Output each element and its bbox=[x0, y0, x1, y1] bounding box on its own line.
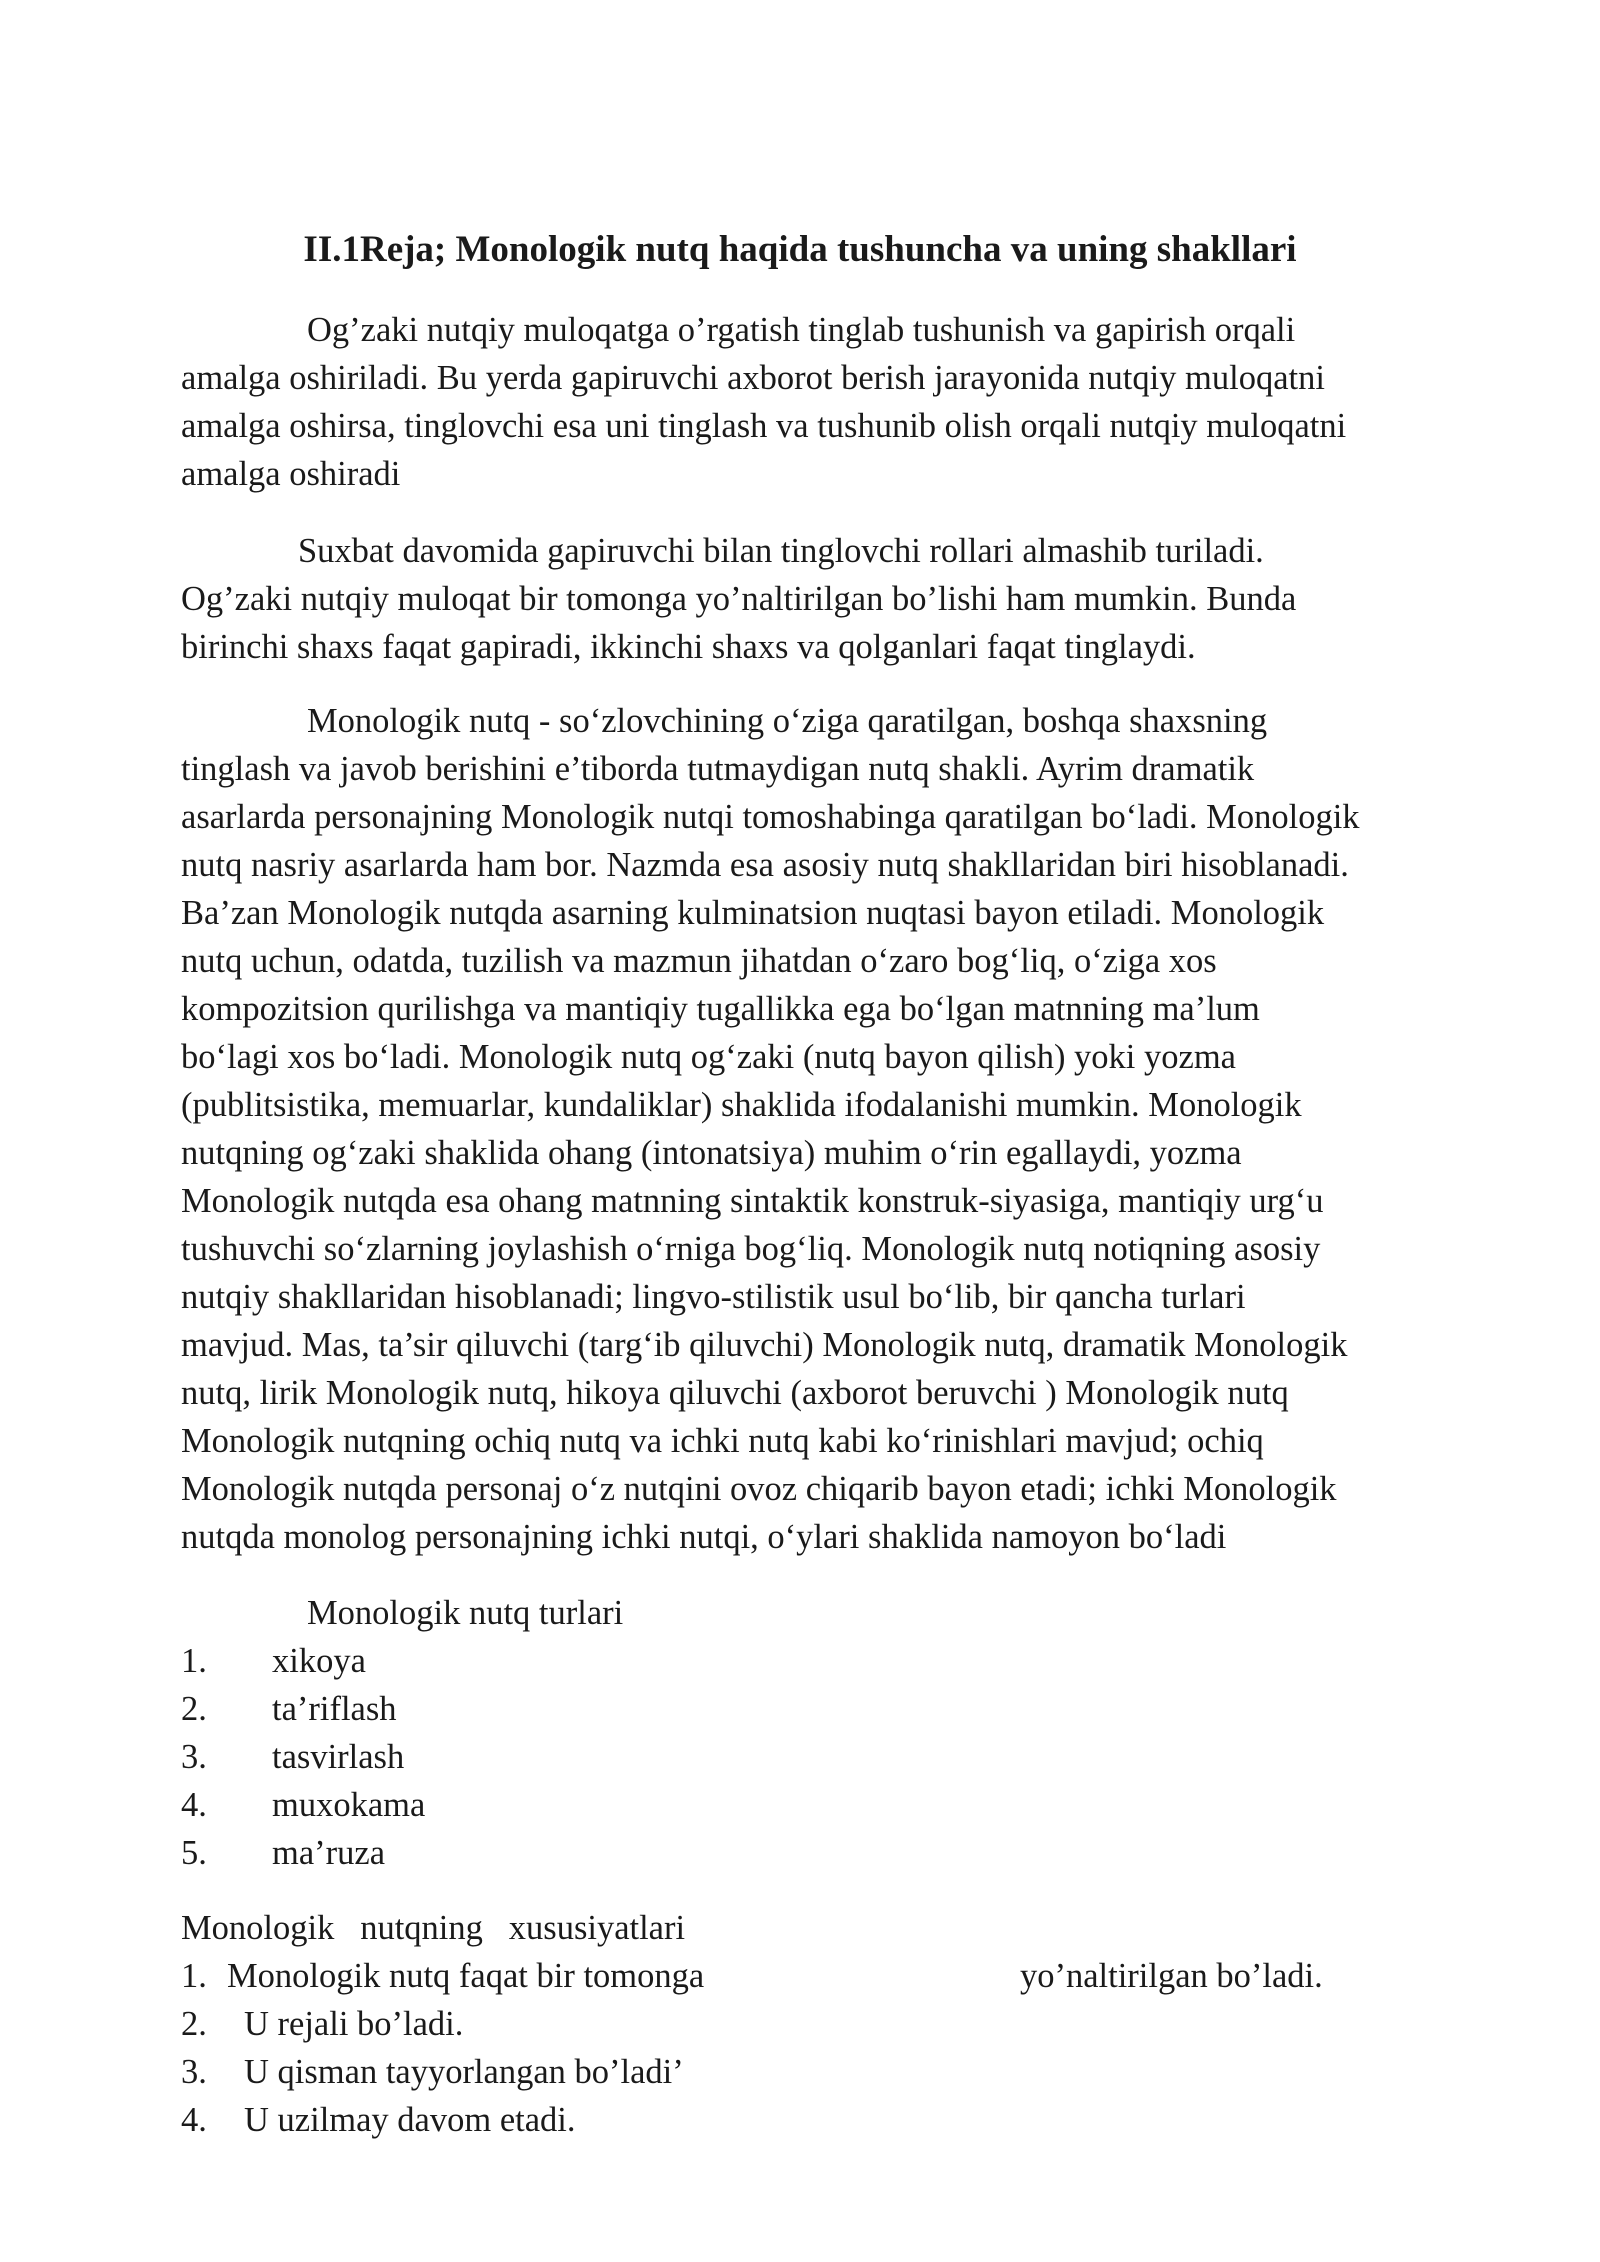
text-line: Suxbat davomida gapiruvchi bilan tinglovchi rollari almashib turiladi. bbox=[298, 532, 1264, 570]
text-line: nutqiy shakllaridan hisoblanadi; lingvo-stilistik usul bo‘lib, bir qancha turlari bbox=[181, 1278, 1246, 1316]
text-line: Og’zaki nutqiy muloqat bir tomonga yo’naltirilgan bo’lishi ham mumkin. Bunda bbox=[181, 580, 1297, 618]
list-number: 3. bbox=[181, 1738, 207, 1776]
text-line: nutq uchun, odatda, tuzilish va mazmun jihatdan o‘zaro bog‘liq, o‘ziga xos bbox=[181, 942, 1217, 980]
list-number: 4. bbox=[181, 1786, 207, 1824]
list-text: muxokama bbox=[272, 1786, 426, 1824]
text-line: tushuvchi so‘zlarning joylashish o‘rniga bog‘liq. Monologik nutq notiqning asosiy bbox=[181, 1230, 1321, 1268]
text-line: nutq nasriy asarlarda ham bor. Nazmda esa asosiy nutq shakllaridan biri hisoblanadi. bbox=[181, 846, 1349, 884]
list-number: 2. bbox=[181, 1690, 207, 1728]
list-number: 1. bbox=[181, 1642, 207, 1680]
features-heading: Monologik nutqning xususiyatlari bbox=[181, 1909, 686, 1947]
list-text: tasvirlash bbox=[272, 1738, 405, 1776]
text-line: amalga oshiradi bbox=[181, 455, 401, 493]
text-line: nutqda monolog personajning ichki nutqi, o‘ylari shaklida namoyon bo‘ladi bbox=[181, 1518, 1227, 1556]
list-text: U qisman tayyorlangan bo’ladi’ bbox=[244, 2053, 684, 2091]
text-line: Monologik nutqning ochiq nutq va ichki nutq kabi ko‘rinishlari mavjud; ochiq bbox=[181, 1422, 1264, 1460]
text-line: birinchi shaxs faqat gapiradi, ikkinchi shaxs va qolganlari faqat tinglaydi. bbox=[181, 628, 1196, 666]
list-number: 3. bbox=[181, 2053, 207, 2091]
text-line: bo‘lagi xos bo‘ladi. Monologik nutq og‘zaki (nutq bayon qilish) yoki yozma bbox=[181, 1038, 1236, 1076]
text-line: Monologik nutqda personaj o‘z nutqini ovoz chiqarib bayon etadi; ichki Monologik bbox=[181, 1470, 1337, 1508]
text-line: Og’zaki nutqiy muloqatga o’rgatish tinglab tushunish va gapirish orqali bbox=[307, 311, 1296, 349]
list-text: Monologik nutq faqat bir tomonga bbox=[227, 1957, 705, 1995]
list-text: xikoya bbox=[272, 1642, 366, 1680]
text-line: nutqning og‘zaki shaklida ohang (intonatsiya) muhim o‘rin egallaydi, yozma bbox=[181, 1134, 1242, 1172]
list-number: 5. bbox=[181, 1834, 207, 1872]
types-heading: Monologik nutq turlari bbox=[307, 1594, 624, 1632]
text-line: Monologik nutq - so‘zlovchining o‘ziga qaratilgan, boshqa shaxsning bbox=[307, 702, 1268, 740]
list-text: ma’ruza bbox=[272, 1834, 386, 1872]
text-line: kompozitsion qurilishga va mantiqiy tugallikka ega bo‘lgan matnning ma’lum bbox=[181, 990, 1260, 1028]
text-line: mavjud. Mas, ta’sir qiluvchi (targ‘ib qiluvchi) Monologik nutq, dramatik Monologik bbox=[181, 1326, 1348, 1364]
text-line: amalga oshiriladi. Bu yerda gapiruvchi axborot berish jarayonida nutqiy muloqatni bbox=[181, 359, 1325, 397]
text-line: amalga oshirsa, tinglovchi esa uni tinglash va tushunib olish orqali nutqiy muloqatni bbox=[181, 407, 1347, 445]
text-line: Monologik nutqda esa ohang matnning sintaktik konstruk-siyasiga, mantiqiy urg‘u bbox=[181, 1182, 1324, 1220]
text-line: asarlarda personajning Monologik nutqi tomoshabinga qaratilgan bo‘ladi. Monologik bbox=[181, 798, 1360, 836]
list-text: ta’riflash bbox=[272, 1690, 397, 1728]
list-number: 2. bbox=[181, 2005, 207, 2043]
text-line: tinglash va javob berishini e’tiborda tutmaydigan nutq shakli. Ayrim dramatik bbox=[181, 750, 1255, 788]
list-number: 4. bbox=[181, 2101, 207, 2139]
list-text: U uzilmay davom etadi. bbox=[244, 2101, 576, 2139]
text-line: (publitsistika, memuarlar, kundaliklar) shaklida ifodalanishi mumkin. Monologik bbox=[181, 1086, 1302, 1124]
text-line: nutq, lirik Monologik nutq, hikoya qiluvchi (axborot beruvchi ) Monologik nutq bbox=[181, 1374, 1289, 1412]
list-number: 1. bbox=[181, 1957, 207, 1995]
text-line: Ba’zan Monologik nutqda asarning kulminatsion nuqtasi bayon etiladi. Monologik bbox=[181, 894, 1325, 932]
list-text: U rejali bo’ladi. bbox=[244, 2005, 464, 2043]
document-title: II.1Reja; Monologik nutq haqida tushuncha va uning shakllari bbox=[303, 229, 1297, 270]
list-text-continued: yo’naltirilgan bo’ladi. bbox=[1020, 1957, 1323, 1995]
